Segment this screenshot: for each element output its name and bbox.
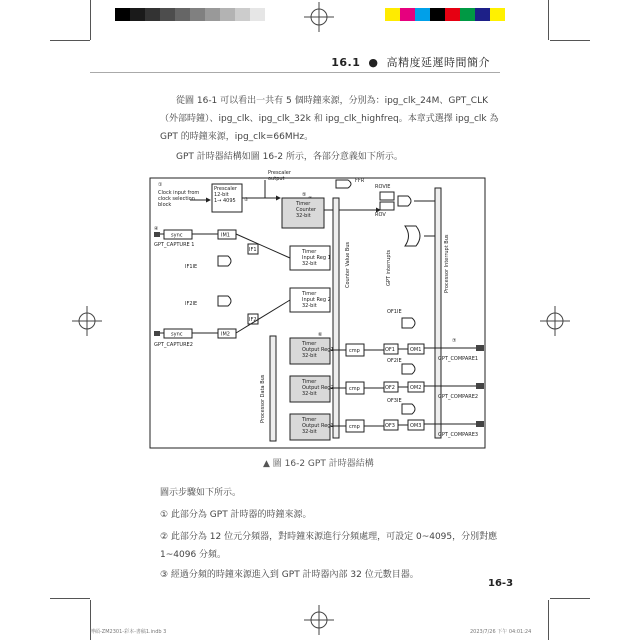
counter-value-bus xyxy=(333,198,339,438)
of2-label: OF2 xyxy=(385,385,395,391)
color-swatch-0 xyxy=(385,8,400,21)
intro-paragraph-2: GPT 計時器結構如圖 16-2 所示，各部分意義如下所示。 xyxy=(176,152,403,162)
rov-register xyxy=(380,202,394,210)
step-1-marker: ① xyxy=(158,182,163,188)
step-3-text: ③ 經過分頻的時鐘來源進入到 GPT 計時器內部 32 位元數目器。 xyxy=(160,570,419,580)
gpt-interrupts-label: GPT interrupts xyxy=(386,249,392,286)
grey-swatch-7 xyxy=(220,8,235,21)
grey-swatch-8 xyxy=(235,8,250,21)
rov-label: ROV xyxy=(375,212,386,218)
footer-file-info: 博碩-ZM2301-彩本-書稿1.indb 3 xyxy=(90,629,167,635)
gpt-compare1-label: GPT_COMPARE1 xyxy=(438,356,479,362)
output-reg1-label: Timer Output Reg1 32-bit xyxy=(302,341,334,359)
color-swatch-3 xyxy=(430,8,445,21)
color-swatch-6 xyxy=(475,8,490,21)
color-swatch-7 xyxy=(490,8,505,21)
gpt-timer-diagram xyxy=(140,168,500,453)
grey-color-bar xyxy=(115,8,265,21)
cmyk-color-bar xyxy=(385,8,505,21)
crop-mark xyxy=(548,0,549,40)
and-gate xyxy=(336,180,351,188)
figure-caption: ▲ 圖 16-2 GPT 計時器結構 xyxy=(263,459,374,469)
input-reg1-label: Timer Input Reg 1 32-bit xyxy=(302,249,331,267)
color-swatch-5 xyxy=(460,8,475,21)
grey-swatch-9 xyxy=(250,8,265,21)
grey-swatch-0 xyxy=(115,8,130,21)
counter-value-bus-label: Counter Value Bus xyxy=(345,241,351,288)
crop-mark xyxy=(50,598,90,599)
if1ie-label: IF1IE xyxy=(185,264,198,270)
processor-interrupt-bus xyxy=(435,188,441,438)
cmp1-label: cmp xyxy=(349,348,360,354)
prescaler-output-label: Prescaler output xyxy=(268,170,291,182)
registration-mark-left xyxy=(72,306,102,336)
footer-timestamp: 2023/7/26 下午 04:01:24 xyxy=(470,629,532,635)
step-4-marker: ④ xyxy=(154,226,159,232)
rovie-label: ROVIE xyxy=(375,184,391,190)
output-reg3-label: Timer Output Reg3 32-bit xyxy=(302,417,334,435)
grey-swatch-3 xyxy=(160,8,175,21)
of3ie-label: OF3IE xyxy=(387,398,402,404)
grey-swatch-4 xyxy=(175,8,190,21)
and-gate xyxy=(402,364,415,374)
gpt-compare3-label: GPT_COMPARE3 xyxy=(438,432,479,438)
registration-mark-right xyxy=(540,306,570,336)
and-gate xyxy=(218,296,231,306)
cmp3-label: cmp xyxy=(349,424,360,430)
grey-swatch-1 xyxy=(130,8,145,21)
im1-label: IM1 xyxy=(221,232,230,239)
crop-mark xyxy=(50,40,90,41)
of1-label: OF1 xyxy=(385,347,395,353)
im2-label: IM2 xyxy=(221,331,230,338)
registration-mark-bottom xyxy=(304,605,334,635)
step-6-marker: ⑥ xyxy=(318,332,323,338)
compare2-pin xyxy=(476,383,484,389)
or-gate xyxy=(405,226,420,246)
capture2-pin xyxy=(154,331,160,336)
cmp2-label: cmp xyxy=(349,386,360,392)
section-title: 高精度延遲時間簡介 xyxy=(386,56,490,69)
processor-data-bus xyxy=(270,336,276,441)
grey-swatch-5 xyxy=(190,8,205,21)
output-reg2-label: Timer Output Reg2 32-bit xyxy=(302,379,334,397)
rovie-register xyxy=(380,192,394,200)
color-swatch-1 xyxy=(400,8,415,21)
running-header xyxy=(90,50,500,73)
ffr-label: FFR xyxy=(355,178,365,184)
if2-label: IF2 xyxy=(249,317,257,323)
processor-interrupt-bus-label: Processor Interrupt Bus xyxy=(444,234,450,293)
of3-label: OF3 xyxy=(385,423,395,429)
step-2-marker: ② xyxy=(244,197,249,203)
sync1-label: sync xyxy=(171,232,183,239)
intro-paragraph-1: 從圖 16-1 可以看出一共有 5 個時鐘來源，分別為：ipg_clk_24M、GPT_CLK（外部時鐘）、ipg_clk、ipg_clk_32k 和 ipg_clk_highfreq。本章式選擇 ipg_clk 為 GPT 的時鐘來源，ipg_clk=66MHz。 xyxy=(160,96,499,142)
grey-swatch-2 xyxy=(145,8,160,21)
om2-label: OM2 xyxy=(410,385,422,391)
if1-label: IF1 xyxy=(249,247,257,253)
and-gate xyxy=(218,256,231,266)
color-swatch-2 xyxy=(415,8,430,21)
processor-data-bus-label: Processor Data Bus xyxy=(260,374,266,423)
step-5-marker: ⑤ xyxy=(302,192,307,198)
steps-intro: 圖示步驟如下所示。 xyxy=(160,488,242,498)
color-swatch-4 xyxy=(445,8,460,21)
if2ie-label: IF2IE xyxy=(185,301,198,307)
capture1-pin xyxy=(154,232,160,237)
header-text xyxy=(331,54,490,70)
sync2-label: sync xyxy=(171,331,183,338)
registration-mark-top xyxy=(304,2,334,32)
om1-label: OM1 xyxy=(410,347,422,353)
compare3-pin xyxy=(476,421,484,427)
and-gate xyxy=(402,318,415,328)
step-2-text: ② 此部分為 12 位元分頻器，對時鐘來源進行分頻處理，可設定 0~4095，分別對應 1~4096 分頻。 xyxy=(160,532,498,560)
step-7-marker: ⑦ xyxy=(452,338,457,344)
om3-label: OM3 xyxy=(410,423,422,429)
of2ie-label: OF2IE xyxy=(387,358,402,364)
grey-swatch-6 xyxy=(205,8,220,21)
crop-mark xyxy=(550,598,590,599)
clock-input-label: Clock input from clock selection block xyxy=(158,190,200,208)
input-reg2-label: Timer Input Reg 2 32-bit xyxy=(302,291,331,309)
crop-mark xyxy=(548,600,549,640)
crop-mark xyxy=(90,0,91,40)
gpt-capture2-label: GPT_CAPTURE2 xyxy=(154,342,193,348)
gpt-capture1-label: GPT_CAPTURE 1 xyxy=(154,242,195,248)
step-1-text: ① 此部分為 GPT 計時器的時鐘來源。 xyxy=(160,510,312,520)
prescaler-label: Prescaler 12-bit 1→ 4095 xyxy=(214,186,237,204)
header-bullet: ● xyxy=(368,56,379,69)
of1ie-label: OF1IE xyxy=(387,309,402,315)
compare1-pin xyxy=(476,345,484,351)
and-gate xyxy=(398,196,411,206)
gpt-compare2-label: GPT_COMPARE2 xyxy=(438,394,479,400)
page-number: 16-3 xyxy=(488,578,514,589)
section-number: 16.1 xyxy=(331,56,361,69)
and-gate xyxy=(402,404,415,414)
timer-counter-label: Timer Counter 32-bit xyxy=(296,201,316,219)
crop-mark xyxy=(550,40,590,41)
